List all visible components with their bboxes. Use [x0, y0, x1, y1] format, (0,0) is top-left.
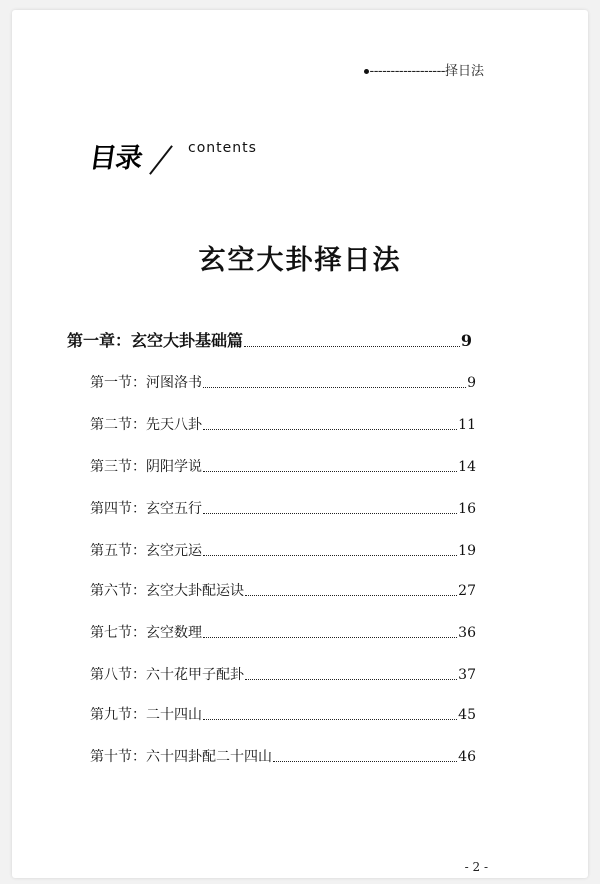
- toc-chapter-entry[interactable]: [67, 328, 472, 351]
- dot-leader: [203, 386, 466, 388]
- toc-heading: 目录: [87, 143, 144, 174]
- dot-leader: [245, 594, 457, 596]
- section-page-number: 36: [458, 625, 476, 641]
- toc-section-entry[interactable]: [90, 704, 476, 724]
- toc-section-entry[interactable]: [90, 456, 476, 476]
- section-label: 第七节：玄空数理: [90, 625, 202, 641]
- section-page-number: 14: [458, 459, 476, 475]
- dot-leader: [245, 678, 457, 680]
- toc-section-entry[interactable]: [90, 664, 476, 684]
- chapter-page-number: 9: [460, 331, 472, 350]
- dot-leader: [203, 470, 457, 472]
- section-page-number: 37: [458, 667, 476, 683]
- dot-leader: [203, 636, 457, 638]
- toc-section-entry[interactable]: [90, 498, 476, 518]
- toc-section-entry[interactable]: [90, 746, 476, 766]
- bullet-dot-icon: [364, 69, 369, 74]
- toc-section-entry[interactable]: [90, 372, 476, 392]
- section-label: 第五节：玄空元运: [90, 543, 202, 559]
- dot-leader: [203, 428, 457, 430]
- book-title: 玄空大卦择日法: [198, 245, 402, 276]
- chapter-label: 第一章：玄空大卦基础篇: [67, 331, 244, 350]
- section-label: 第八节：六十花甲子配卦: [90, 667, 244, 683]
- section-page-number: 9: [467, 375, 476, 391]
- section-page-number: 46: [458, 749, 476, 765]
- section-label: 第九节：二十四山: [90, 707, 202, 723]
- dot-leader: [203, 512, 457, 514]
- header-dashes: ------------------: [369, 64, 445, 79]
- slash-divider-icon: [149, 145, 173, 175]
- toc-section-entry[interactable]: [90, 622, 476, 642]
- dot-leader: [203, 718, 457, 720]
- section-page-number: 27: [458, 583, 476, 599]
- toc-subheading: contents: [188, 140, 257, 156]
- toc-banner: [87, 136, 310, 176]
- section-page-number: 11: [458, 417, 476, 433]
- section-label: 第一节：河图洛书: [90, 375, 202, 391]
- dot-leader: [244, 345, 460, 347]
- section-page-number: 16: [458, 501, 476, 517]
- toc-section-entry[interactable]: [90, 580, 476, 600]
- section-label: 第六节：玄空大卦配运诀: [90, 583, 244, 599]
- document-page: [12, 10, 588, 878]
- toc-section-entry[interactable]: [90, 414, 476, 434]
- dot-leader: [273, 760, 457, 762]
- running-header: [364, 60, 484, 79]
- section-label: 第十节：六十四卦配二十四山: [90, 749, 272, 765]
- dot-leader: [203, 554, 457, 556]
- toc-section-entry[interactable]: [90, 540, 476, 560]
- section-label: 第四节：玄空五行: [90, 501, 202, 517]
- header-title: 择日法: [444, 64, 484, 79]
- section-label: 第三节：阴阳学说: [90, 459, 202, 475]
- page-number-footer: - 2 -: [464, 860, 488, 874]
- section-label: 第二节：先天八卦: [90, 417, 202, 433]
- section-page-number: 45: [458, 707, 476, 723]
- section-page-number: 19: [458, 543, 476, 559]
